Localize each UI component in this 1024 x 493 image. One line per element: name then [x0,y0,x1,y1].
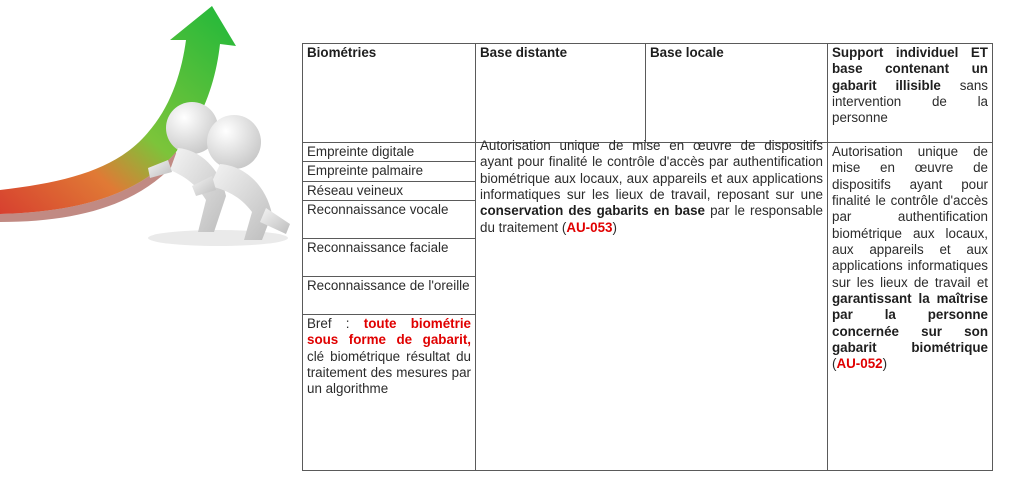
au052-text: Autorisation unique de mise en œuvre de dispositifs ayant pour finalité le contrôle d'accès par authentification biométrique aux locaux, aux appareils et aux applications informatiques sur les lieux de travail et [832,144,988,290]
au052-close: ) [882,356,888,372]
bref-cell [303,315,476,471]
au053-text: Autorisation unique de mise en œuvre de dispositifs ayant pour finalité le contrôle d'accès par authentification biométrique aux locaux, aux appareils et aux applications informatiques sur les lieux de travail, reposant sur une [480,138,823,203]
table-header-row [303,44,993,143]
au053-cell [476,138,828,471]
bref-highlight: toute biométrie sous forme de gabarit, [307,316,471,348]
au053-text2: par le responsable du traitement ( [480,203,823,235]
table-row [303,143,993,162]
au052-open: ( [832,356,837,372]
bref-rest: clé biométrique résultat du traitement des mesures par un algorithme [307,348,471,397]
biometrics-authorization-table [302,43,993,471]
biometry-item: Empreinte palmaire [303,162,476,181]
au052-bold: garantissant la maîtrise par la personne concernée sur son gabarit biométrique [832,291,988,356]
header-biometries: Biométries [303,44,476,143]
au053-close: ) [612,219,617,235]
biometry-item: Réseau veineux [303,181,476,200]
bref-lead: Bref : [307,316,350,332]
header-support-rest: sans intervention de la personne [832,77,988,126]
biometry-item: Reconnaissance vocale [303,201,476,239]
header-support-individuel [828,44,993,143]
biometry-item: Empreinte digitale [303,143,476,162]
au052-cell [828,143,993,471]
au053-bold: conservation des gabarits en base [480,203,705,219]
biometry-item: Reconnaissance de l'oreille [303,277,476,315]
header-base-locale: Base locale [646,44,828,143]
growth-arrow-illustration [0,0,300,260]
header-base-distante: Base distante [476,44,646,143]
shadow-shape [148,230,288,246]
header-support-bold: Support individuel ET base contenant un gabarit illisible [832,45,988,93]
au052-reference: AU-052 [836,356,883,372]
biometry-item: Reconnaissance faciale [303,239,476,277]
au053-reference: AU-053 [566,219,613,235]
